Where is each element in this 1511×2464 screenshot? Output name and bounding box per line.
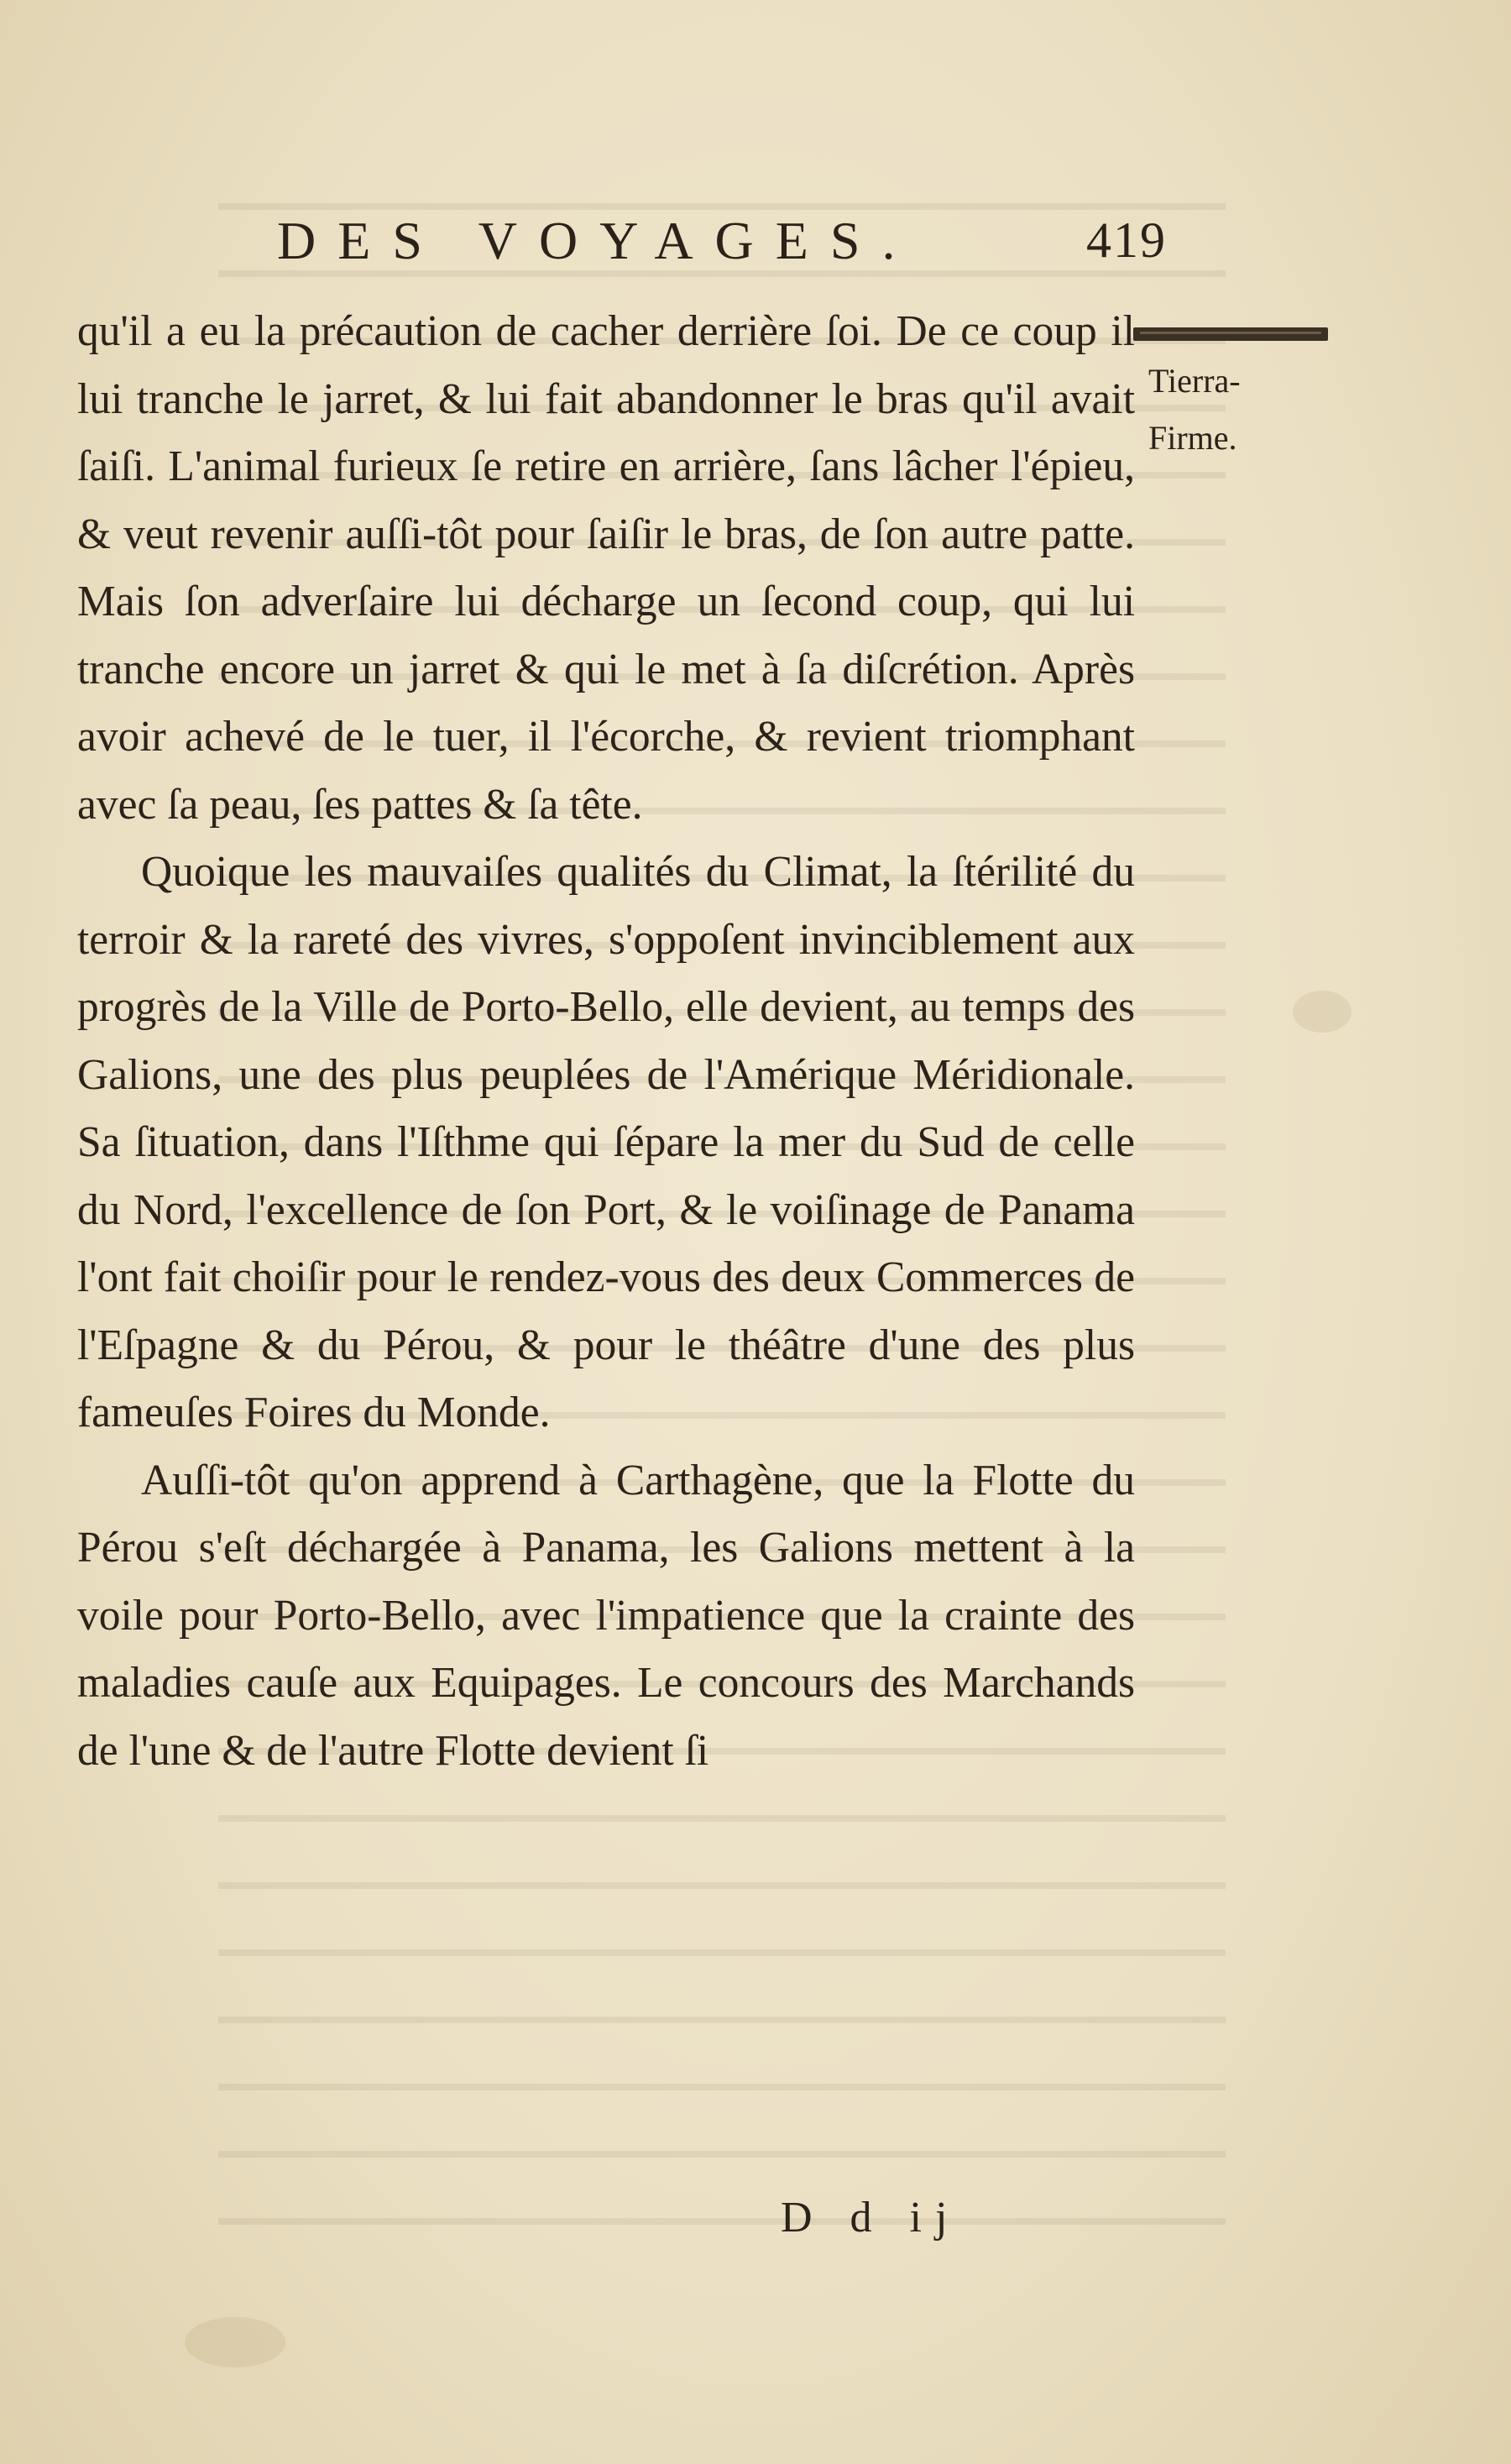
- margin-note-line-1: Tierra-: [1148, 362, 1241, 400]
- page-number: 419: [1086, 212, 1167, 268]
- body-text: [77, 298, 1135, 1785]
- paragraph-1: qu'il a eu la précaution de cacher derrière ſoi. De ce coup il lui tranche le jarret, & lui fait abandonner le bras qu'il avait ſaiſi. L'animal furieux ſe retire en arrière, ſans lâcher l'épieu, & veut revenir auſſi-tôt pour ſaiſir le bras, de ſon autre patte. Mais ſon adverſaire lui décharge un ſecond coup, qui lui tranche encore un jarret & qui le met à ſa diſcrétion. Après avoir achevé de le tuer, il l'écorche, & revient triomphant avec ſa peau, ſes pattes & ſa tête.: [77, 307, 1135, 829]
- running-head-title: DES VOYAGES.: [277, 211, 918, 270]
- signature-mark: D d ij: [781, 2194, 961, 2242]
- paragraph-2: Quoique les mauvaiſes qualités du Climat, la ſtérilité du terroir & la rareté des vivres, s'oppoſent invinciblement aux progrès de la Ville de Porto-Bello, elle devient, au temps des Galions, une des plus peuplées de l'Amérique Méridionale. Sa ſituation, dans l'Iſthme qui ſépare la mer du Sud de celle du Nord, l'excellence de ſon Port, & le voiſinage de Panama l'ont fait choiſir pour le rendez-vous des deux Commerces de l'Eſpagne & du Pérou, & pour le théâtre d'une des plus fameuſes Foires du Monde.: [77, 848, 1135, 1436]
- margin-note: [1148, 319, 1333, 467]
- margin-note-line-2: Firme.: [1148, 419, 1237, 457]
- paper-stain: [185, 2317, 285, 2367]
- running-head: [277, 210, 1167, 285]
- paragraph-3: Auſſi-tôt qu'on apprend à Carthagène, que la Flotte du Pérou s'eſt déchargée à Panama, les Galions mettent à la voile pour Porto-Bello, avec l'impatience que la crainte des maladies cauſe aux Equipages. Le concours des Marchands de l'une & de l'autre Flotte devient ſi: [77, 1456, 1135, 1775]
- paper-stain: [1293, 991, 1352, 1033]
